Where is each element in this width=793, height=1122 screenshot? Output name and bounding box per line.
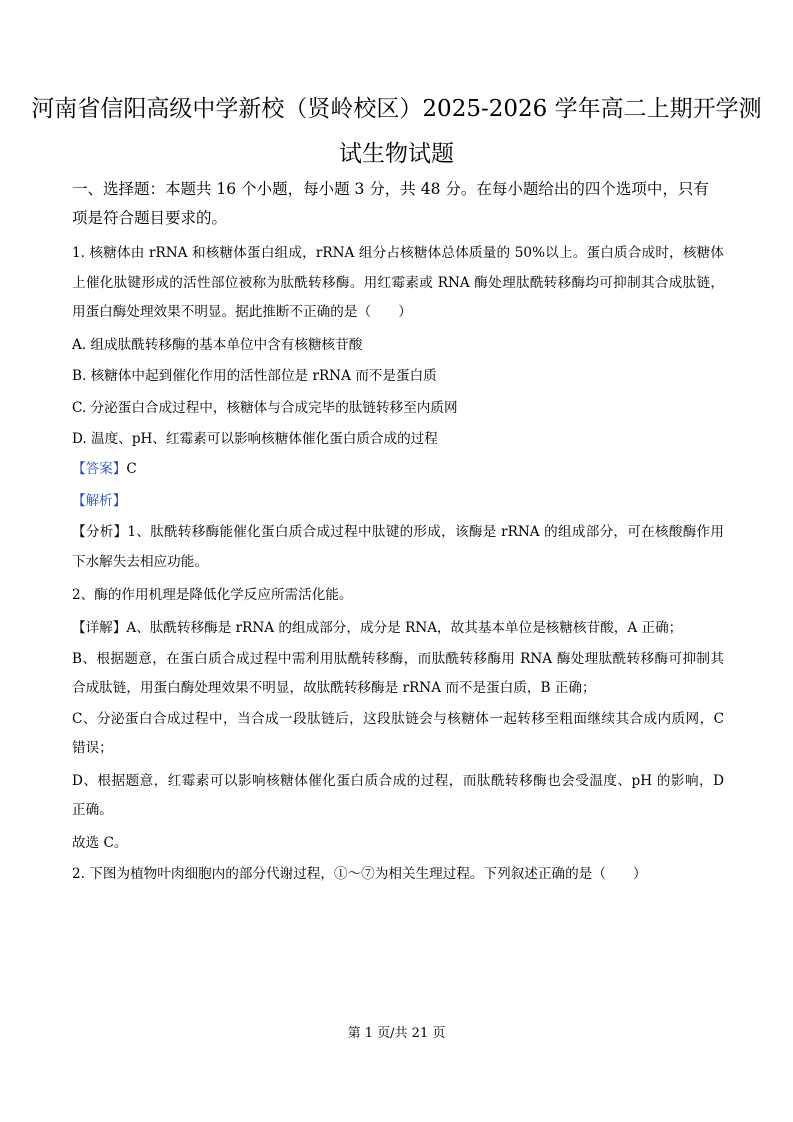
fenxi-text-1: 1、肽酰转移酶能催化蛋白质合成过程中肽键的形成，该酶是 rRNA 的组成部分，可在核酸酶作用	[127, 524, 724, 540]
answer-label: 【答案】	[72, 461, 127, 477]
q1-fenxi-line-3: 2、酶的作用机理是降低化学反应所需活化能。	[72, 587, 353, 603]
q1-xiangjie-line-2: B、根据题意，在蛋白质合成过程中需利用肽酰转移酶，而肽酰转移酶用 RNA 酶处理肽酰转移酶可抑制其	[72, 651, 724, 667]
q2-stem: 2. 下图为植物叶肉细胞内的部分代谢过程，①～⑦为相关生理过程。下列叙述正确的是（ ）	[72, 866, 647, 882]
q1-xiangjie-line-6: D、根据题意，红霉素可以影响核糖体催化蛋白质合成的过程，而肽酰转移酶也会受温度、pH 的影响，D	[72, 773, 724, 789]
xiangjie-text-1: A、肽酰转移酶是 rRNA 的组成部分，成分是 RNA，故其基本单位是核糖核苷酸，A 正确；	[126, 620, 683, 636]
page-title-line-1: 河南省信阳高级中学新校（贤岭校区）2025-2026 学年高二上期开学测	[31, 96, 762, 122]
q1-stem-line-3: 用蛋白酶处理效果不明显。据此推断不正确的是（ ）	[72, 304, 412, 320]
q1-stem-line-2: 上催化肽键形成的活性部位被称为肽酰转移酶。用红霉素或 RNA 酶处理肽酰转移酶均可抑制其合成肽链，	[72, 275, 724, 291]
q1-xiangjie-line-4: C、分泌蛋白合成过程中，当合成一段肽链后，这段肽链会与核糖体一起转移至粗面继续其合成内质网，C	[72, 711, 724, 727]
xiangjie-label: 【详解】	[72, 620, 127, 636]
page-title-line-2: 试生物试题	[339, 141, 454, 167]
section-header-line-2: 项是符合题目要求的。	[72, 209, 228, 227]
q1-option-c: C. 分泌蛋白合成过程中，核糖体与合成完毕的肽链转移至内质网	[72, 400, 458, 416]
q1-xiangjie-line-7: 正确。	[72, 802, 113, 818]
page-number-footer: 第 1 页/共 21 页	[347, 1026, 446, 1041]
q1-option-d: D. 温度、pH、红霉素可以影响核糖体催化蛋白质合成的过程	[72, 431, 438, 447]
q1-fenxi-line-2: 下水解失去相应功能。	[72, 554, 208, 570]
q1-option-b: B. 核糖体中起到催化作用的活性部位是 rRNA 而不是蛋白质	[72, 368, 437, 384]
fenxi-label: 【分析】	[72, 524, 128, 540]
q1-xiangjie-line-3: 合成肽链，用蛋白酶处理效果不明显，故肽酰转移酶是 rRNA 而不是蛋白质，B 正确；	[72, 680, 596, 696]
q1-fenxi-line-1	[72, 522, 724, 542]
analysis-label: 【解析】	[72, 493, 127, 509]
q1-analysis-heading	[72, 491, 724, 511]
q1-option-a: A. 组成肽酰转移酶的基本单位中含有核糖核苷酸	[72, 337, 363, 353]
q1-answer	[72, 459, 724, 479]
q1-xiangjie-line-5: 错误；	[72, 740, 113, 756]
answer-value: C	[126, 461, 137, 477]
q1-xiangjie-line-1	[72, 618, 724, 638]
q1-stem-line-1: 1. 核糖体由 rRNA 和核糖体蛋白组成，rRNA 组分占核糖体总体质量的 50%以上。蛋白质合成时，核糖体	[72, 245, 724, 261]
q1-xiangjie-line-8: 故选 C。	[72, 835, 128, 851]
section-header-line-1: 一、选择题：本题共 16 个小题，每小题 3 分，共 48 分。在每小题给出的四个选项中，只有	[72, 180, 709, 198]
